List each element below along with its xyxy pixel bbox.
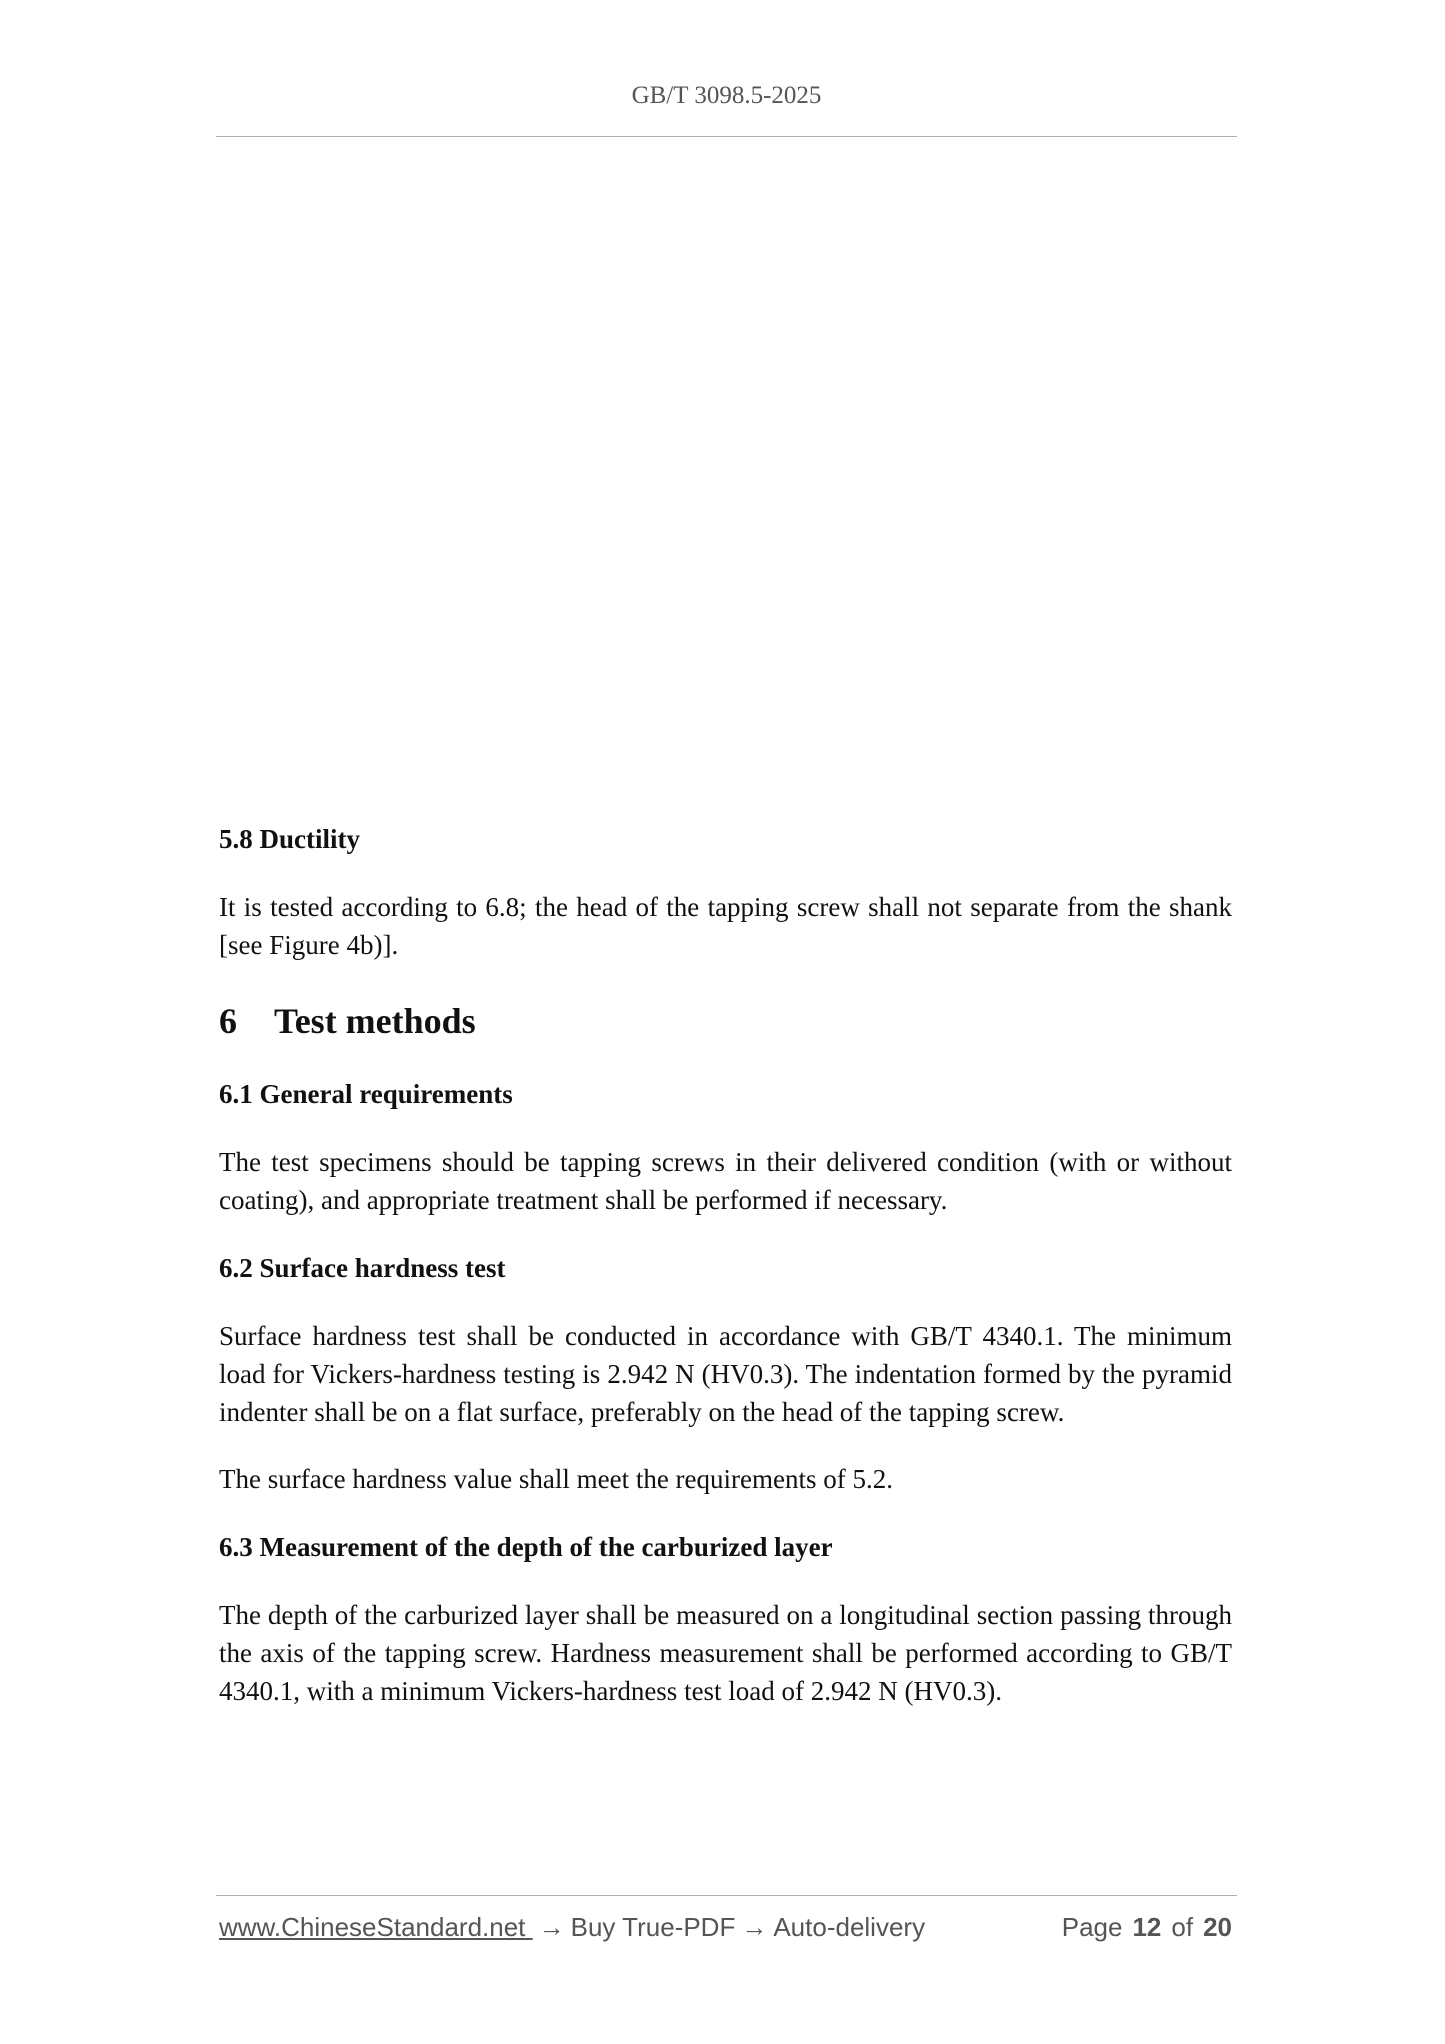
page-total: 20: [1203, 1912, 1232, 1942]
arrow-right-icon: →: [741, 1912, 768, 1942]
page-current: 12: [1132, 1912, 1162, 1942]
header-divider: [216, 136, 1237, 137]
arrow-right-icon: →: [538, 1912, 565, 1942]
page-indicator: [1062, 1912, 1232, 1943]
page-header: GB/T 3098.5-2025: [631, 82, 822, 109]
page-footer: [219, 1912, 1232, 1943]
section-6-2-heading: 6.2 Surface hardness test: [219, 1253, 506, 1283]
footer-left: [219, 1912, 925, 1943]
section-6-3-heading: 6.3 Measurement of the depth of the carburized layer: [219, 1532, 833, 1562]
footer-delivery-text: Auto-delivery: [773, 1912, 926, 1942]
footer-buy-text: Buy True-PDF: [570, 1912, 736, 1942]
section-6-number: 6: [219, 1001, 237, 1041]
footer-website-link[interactable]: www.ChineseStandard.net: [219, 1912, 533, 1942]
page-label: Page: [1061, 1912, 1123, 1942]
footer-divider: [216, 1895, 1237, 1896]
section-6-title: Test methods: [274, 1001, 476, 1041]
page-content: [219, 820, 1232, 1710]
section-6-1-paragraph: The test specimens should be tapping screws in their delivered condition (with or without coating), and appropriate treatment shall be performed if necessary.: [219, 1147, 1232, 1215]
section-6-heading: [219, 997, 1232, 1045]
page-of-label: of: [1171, 1912, 1194, 1942]
section-6-2-paragraph-2: The surface hardness value shall meet the requirements of 5.2.: [219, 1464, 893, 1494]
section-6-1-heading: 6.1 General requirements: [219, 1079, 513, 1109]
section-5-8-paragraph: It is tested according to 6.8; the head of the tapping screw shall not separate from the shank [see Figure 4b)].: [219, 892, 1232, 960]
section-6-2-paragraph-1: Surface hardness test shall be conducted in accordance with GB/T 4340.1. The minimum load for Vickers-hardness testing is 2.942 N (HV0.3). The indentation formed by the pyramid indenter shall be on a flat surface, preferably on the head of the tapping screw.: [219, 1321, 1232, 1427]
section-6-3-paragraph: The depth of the carburized layer shall be measured on a longitudinal section passing through the axis of the tapping screw. Hardness measurement shall be performed according to GB/T 4340.1, with a minimum Vickers-hardness test load of 2.942 N (HV0.3).: [219, 1600, 1232, 1706]
section-5-8-heading: 5.8 Ductility: [219, 824, 360, 854]
